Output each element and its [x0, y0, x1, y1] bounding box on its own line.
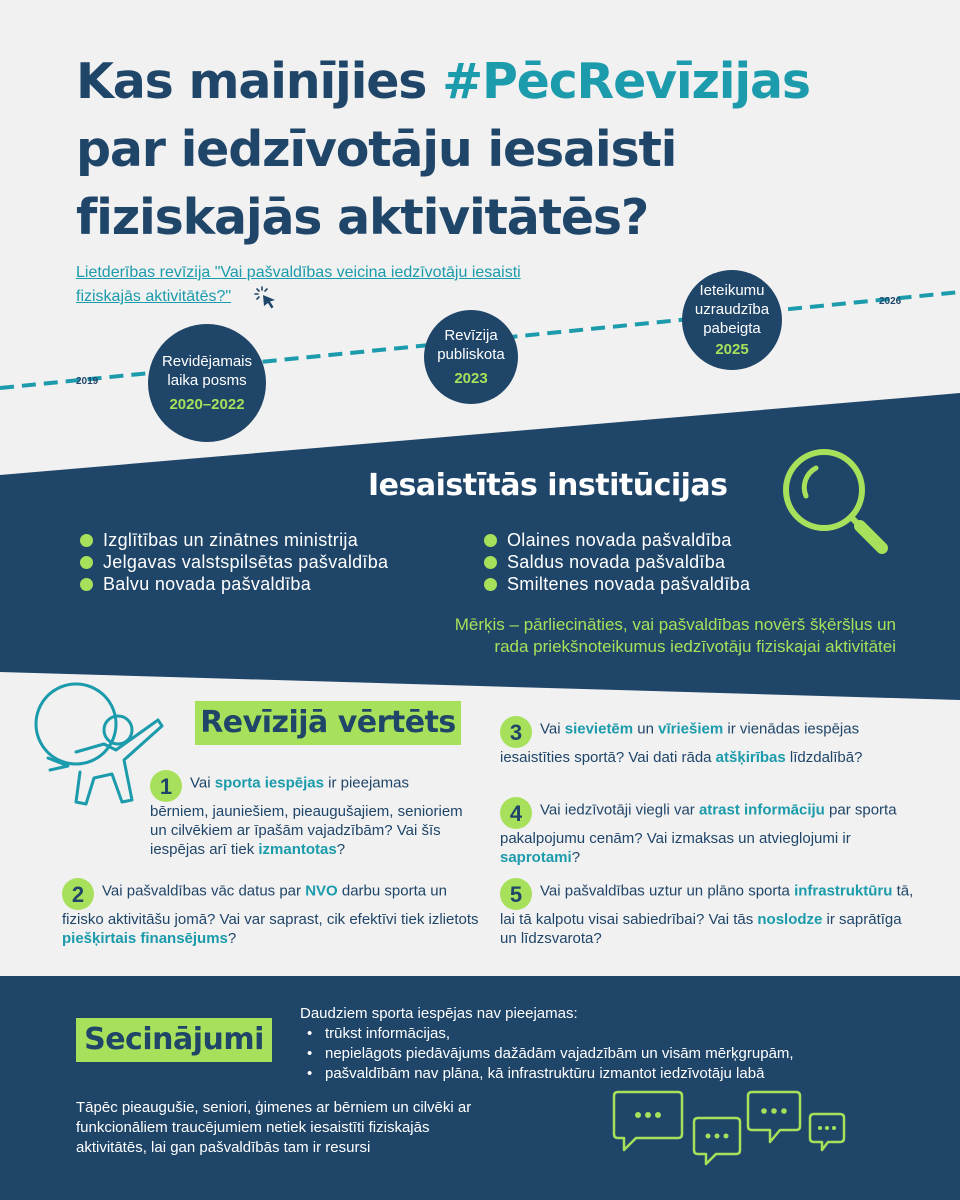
bullet-dot: [80, 578, 93, 591]
question-number: 3: [500, 716, 532, 748]
chat-bubble-icon: [810, 1114, 844, 1150]
question-keyword: sievietēm: [564, 720, 634, 738]
institution-name: Izglītības un zinātnes ministrija: [103, 530, 359, 550]
magnifier-icon: [772, 438, 896, 562]
milestone-label: laika posms: [167, 371, 247, 389]
evaluated-question-4: 4 Vai iedzīvotāji viegli var atrast informāciju par sporta pakalpojumu cenām? Vai izmaksas un atvieglojumi ir saprotami?: [500, 797, 920, 867]
page-title: [76, 48, 936, 252]
milestone-label: uzraudzība: [694, 300, 770, 318]
institution-name: Balvu novada pašvaldība: [103, 574, 312, 594]
audit-goal: [300, 614, 896, 658]
institution-item: [80, 573, 388, 595]
evaluated-question-3: 3 Vai sievietēm un vīriešiem ir vienādas iespējas iesaistīties sportā? Vai dati rāda atšķirības līdzdalībā?: [500, 716, 920, 767]
audit-link-line1: Lietderības revīzija "Vai pašvaldības veicina iedzīvotāju iesaisti: [76, 264, 521, 281]
institutions-list-left: [80, 529, 388, 595]
institution-item: [484, 551, 750, 573]
evaluated-question-1: 1 Vai sporta iespējas ir pieejamas bērniem, jauniešiem, pieaugušajiem, senioriem un cilvēkiem ar īpašām vajadzībām? Vai šīs iespējas arī tiek izmantotas?: [150, 770, 470, 859]
milestone-label: Revīzija: [444, 326, 498, 344]
question-keyword: NVO: [305, 882, 338, 900]
question-keyword: atrast informāciju: [698, 801, 825, 819]
question-number: 2: [62, 878, 94, 910]
bullet-dot: [80, 556, 93, 569]
bullet-dot: [80, 534, 93, 547]
question-keyword: izmantotas: [258, 841, 337, 858]
timeline-end-year: 2026: [879, 296, 902, 307]
milestone-label: pabeigta: [703, 319, 761, 337]
goal-line2: rada priekšnoteikumus iedzīvotāju fiziskajai aktivitātei: [494, 637, 896, 656]
question-keyword: noslodze: [757, 911, 823, 928]
chat-bubble-icon: [694, 1118, 740, 1164]
institutions-list-right: [484, 529, 750, 595]
title-line1: Kas mainījies: [76, 53, 443, 110]
summary-line2: funkcionāliem traucējumiem netiek iesaistīti fiziskajās: [76, 1119, 430, 1136]
goal-line1: Mērķis – pārliecināties, vai pašvaldības novērš šķēršļus un: [454, 615, 896, 634]
conclusion-item: • trūkst informācijas,: [307, 1024, 794, 1044]
conclusions-summary: [76, 1098, 576, 1158]
timeline-milestone: [148, 324, 266, 442]
title-line3: fiziskajās aktivitātēs?: [76, 189, 649, 246]
question-keyword: sporta iespējas: [214, 774, 324, 792]
question-keyword: atšķirības: [715, 749, 786, 766]
milestone-year: 2023: [454, 369, 488, 387]
question-keyword: vīriešiem: [658, 720, 724, 738]
summary-line1: Tāpēc pieaugušie, seniori, ģimenes ar bērniem un cilvēki ar: [76, 1099, 472, 1116]
question-keyword: saprotami: [500, 849, 572, 866]
conclusions-heading: Secinājumi: [76, 1018, 272, 1062]
conclusion-item: • nepielāgots piedāvājums dažādām vajadzībām un visām mērķgrupām,: [307, 1044, 794, 1064]
evaluated-heading: Revīzijā vērtēts: [195, 701, 461, 745]
title-line2: par iedzīvotāju iesaisti: [76, 121, 677, 178]
timeline-milestone: [424, 310, 518, 404]
milestone-label: publiskota: [437, 345, 505, 363]
institution-item: [80, 551, 388, 573]
evaluated-question-5: 5 Vai pašvaldības uztur un plāno sporta infrastruktūru tā, lai tā kalpotu visai sabiedrībai? Vai tās noslodze ir saprātīga un līdzsvarota?: [500, 878, 920, 948]
institution-name: Smiltenes novada pašvaldība: [507, 574, 751, 594]
question-number: 4: [500, 797, 532, 829]
question-number: 5: [500, 878, 532, 910]
institution-name: Olaines novada pašvaldība: [507, 530, 732, 550]
institution-name: Saldus novada pašvaldība: [507, 552, 726, 572]
chat-bubble-icon: [748, 1092, 800, 1142]
timeline-milestone: [682, 270, 782, 370]
audit-link[interactable]: [76, 261, 606, 309]
institution-item: [80, 529, 388, 551]
milestone-year: 2020–2022: [169, 395, 245, 413]
chat-bubbles-icon: [610, 1088, 860, 1168]
institutions-heading: Iesaistītās institūcijas: [368, 468, 728, 503]
conclusions-intro: Daudziem sporta iespējas nav pieejamas:: [300, 1005, 578, 1022]
chat-bubble-icon: [614, 1092, 682, 1150]
summary-line3: aktivitātēs, lai gan pašvaldībās tam ir resursi: [76, 1139, 371, 1156]
timeline-start-year: 2019: [76, 376, 99, 387]
question-keyword: infrastruktūru: [794, 882, 893, 900]
milestone-year: 2025: [715, 340, 749, 358]
question-number: 1: [150, 770, 182, 802]
institution-item: [484, 573, 750, 595]
person-with-ball-icon: [28, 680, 168, 810]
bullet-dot: [484, 578, 497, 591]
conclusion-item: • pašvaldībām nav plāna, kā infrastruktūru izmantot iedzīvotāju labā: [307, 1064, 794, 1084]
audit-link-line2: fiziskajās aktivitātēs?": [76, 288, 232, 305]
institution-item: [484, 529, 750, 551]
bullet-dot: [484, 556, 497, 569]
cursor-click-icon: [254, 286, 278, 310]
bullet-dot: [484, 534, 497, 547]
title-hashtag: #PēcRevīzijas: [442, 53, 810, 110]
evaluated-question-2: 2 Vai pašvaldības vāc datus par NVO darbu sporta un fizisko aktivitāšu jomā? Vai var saprast, cik efektīvi tiek izlietots piešķirtais finansējums?: [62, 878, 482, 948]
question-keyword: piešķirtais finansējums: [62, 930, 228, 947]
institution-name: Jelgavas valstspilsētas pašvaldība: [103, 552, 389, 572]
conclusions-list: [307, 1024, 794, 1084]
milestone-label: Ieteikumu: [699, 281, 765, 299]
milestone-label: Revidējamais: [161, 352, 253, 370]
